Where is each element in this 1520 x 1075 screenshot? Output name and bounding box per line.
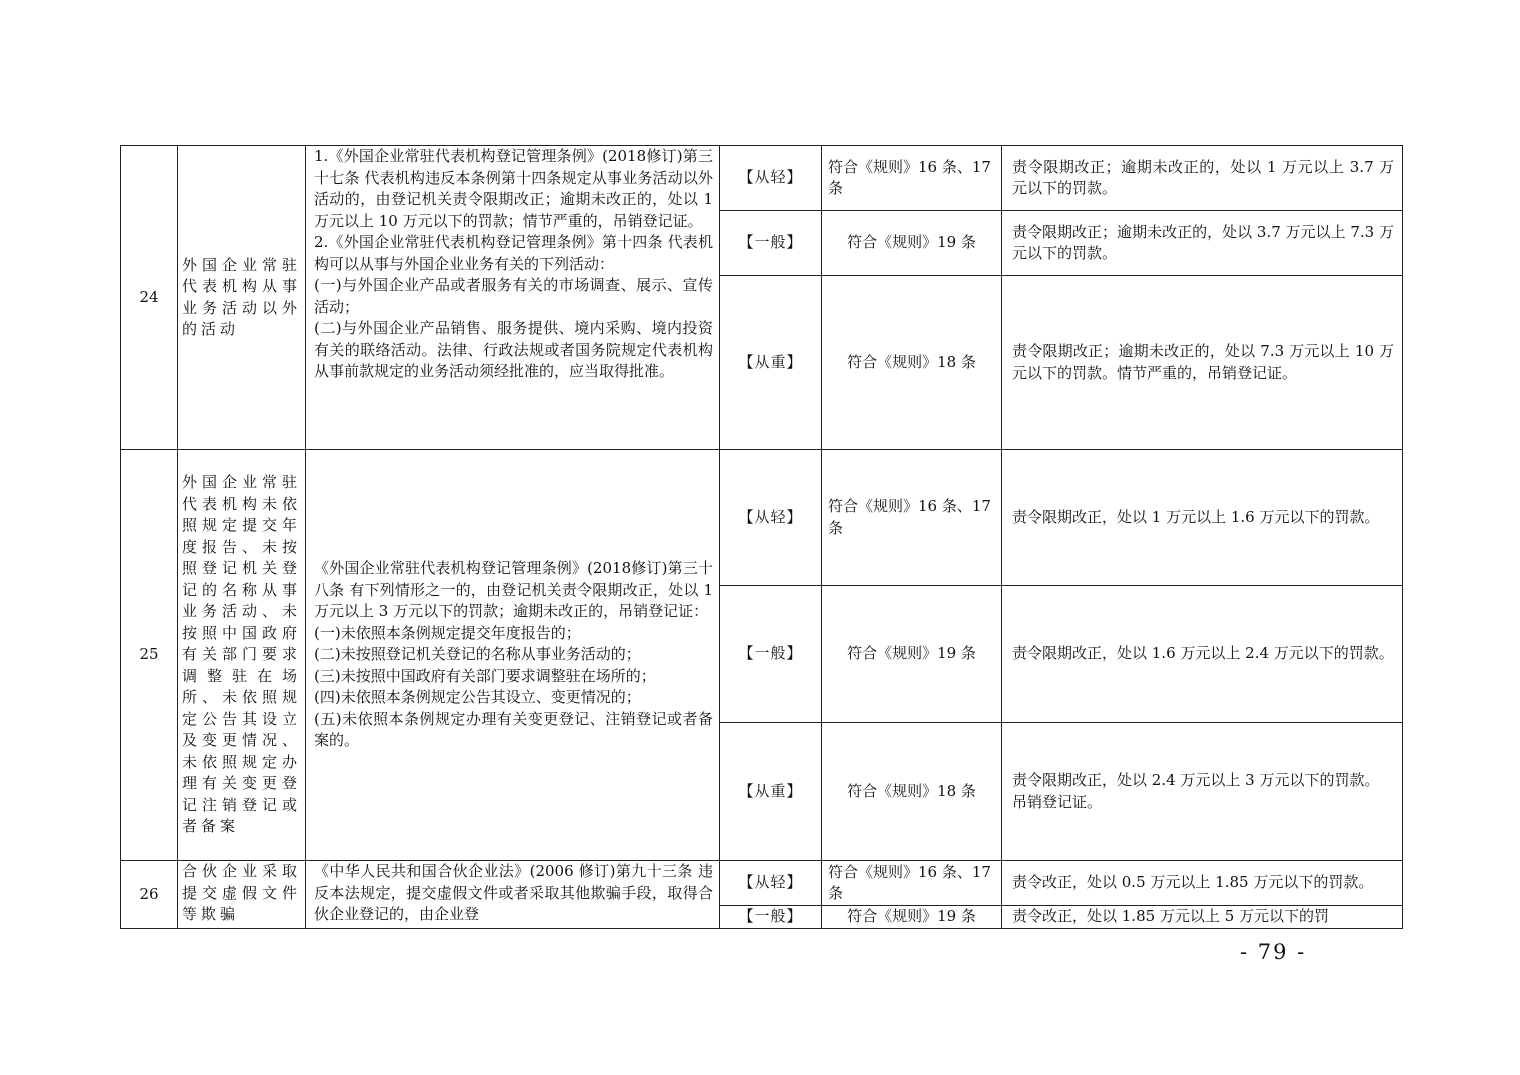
row-number-cell: 26 [121, 861, 178, 929]
applicable-condition-cell: 符合《规则》19 条 [822, 906, 1002, 929]
row-number-cell: 24 [121, 146, 178, 450]
applicable-condition-cell: 符合《规则》19 条 [822, 586, 1002, 723]
row-number-cell: 25 [121, 450, 178, 861]
legal-basis-cell: 1.《外国企业常驻代表机构登记管理条例》(2018修订)第三十七条 代表机构违反本条例第十四条规定从事业务活动以外活动的，由登记机关责令限期改正；逾期未改正的，处以 1 万元以上 10 万元以下的罚款；情节严重的，吊销登记证。 2.《外国企业常驻代表机构登记管理条例》第十四条 代表机构可以从事与外国企业业务有关的下列活动： (一)与外国企业产品或者服务有关的市场调查、展示、宣传活动； (二)与外国企业产品销售、服务提供、境内采购、境内投资有关的联络活动。法律、行政法规或者国务院规定代表机构从事前款规定的业务活动须经批准的，应当取得批准。 [306, 146, 720, 450]
applicable-condition-cell: 符合《规则》19 条 [822, 211, 1002, 276]
table-row [121, 450, 1403, 586]
discretion-level-cell: 【从轻】 [720, 450, 822, 586]
applicable-condition-cell: 符合《规则》18 条 [822, 276, 1002, 450]
penalty-standard-cell: 责令改正，处以 0.5 万元以上 1.85 万元以下的罚款。 [1002, 861, 1403, 906]
penalty-discretion-table [120, 145, 1403, 929]
table-row [121, 861, 1403, 906]
applicable-condition-cell: 符合《规则》18 条 [822, 723, 1002, 861]
violation-item-cell: 外国企业常驻代表机构未依照规定提交年度报告、未按照登记机关登记的名称从事业务活动、未按照中国政府有关部门要求调整驻在场所、未依照规定公告其设立及变更情况、未依照规定办理有关变更登记注销登记或者备案 [178, 450, 306, 861]
penalty-standard-cell: 责令限期改正，处以 1.6 万元以上 2.4 万元以下的罚款。 [1002, 586, 1403, 723]
discretion-level-cell: 【从重】 [720, 276, 822, 450]
discretion-level-cell: 【一般】 [720, 906, 822, 929]
violation-item-cell: 外国企业常驻代表机构从事业务活动以外的活动 [178, 146, 306, 450]
discretion-level-cell: 【从轻】 [720, 861, 822, 906]
discretion-level-cell: 【一般】 [720, 586, 822, 723]
applicable-condition-cell: 符合《规则》16 条、17 条 [822, 450, 1002, 586]
penalty-standard-cell: 责令限期改正；逾期未改正的，处以 7.3 万元以上 10 万元以下的罚款。情节严重的，吊销登记证。 [1002, 276, 1403, 450]
discretion-level-cell: 【从轻】 [720, 146, 822, 211]
legal-basis-cell: 《中华人民共和国合伙企业法》(2006 修订)第九十三条 违反本法规定，提交虚假文件或者采取其他欺骗手段，取得合伙企业登记的，由企业登 [306, 861, 720, 929]
violation-item-cell: 合伙企业采取提交虚假文件等欺骗 [178, 861, 306, 929]
applicable-condition-cell: 符合《规则》16 条、17 条 [822, 146, 1002, 211]
applicable-condition-cell: 符合《规则》16 条、17 条 [822, 861, 1002, 906]
table-row [121, 146, 1403, 211]
penalty-standard-cell: 责令限期改正；逾期未改正的，处以 3.7 万元以上 7.3 万元以下的罚款。 [1002, 211, 1403, 276]
penalty-standard-cell: 责令限期改正；逾期未改正的，处以 1 万元以上 3.7 万元以下的罚款。 [1002, 146, 1403, 211]
legal-basis-cell: 《外国企业常驻代表机构登记管理条例》(2018修订)第三十八条 有下列情形之一的，由登记机关责令限期改正，处以 1 万元以上 3 万元以下的罚款；逾期未改正的，吊销登记证： (一)未依照本条例规定提交年度报告的； (二)未按照登记机关登记的名称从事业务活动的； (三)未按照中国政府有关部门要求调整驻在场所的； (四)未依照本条例规定公告其设立、变更情况的； (五)未依照本条例规定办理有关变更登记、注销登记或者备案的。 [306, 450, 720, 861]
page-number: - 79 - [1240, 940, 1307, 964]
penalty-standard-cell: 责令限期改正，处以 1 万元以上 1.6 万元以下的罚款。 [1002, 450, 1403, 586]
discretion-level-cell: 【一般】 [720, 211, 822, 276]
penalty-standard-cell: 责令限期改正，处以 2.4 万元以上 3 万元以下的罚款。 吊销登记证。 [1002, 723, 1403, 861]
penalty-standard-cell: 责令改正，处以 1.85 万元以上 5 万元以下的罚 [1002, 906, 1403, 929]
discretion-level-cell: 【从重】 [720, 723, 822, 861]
